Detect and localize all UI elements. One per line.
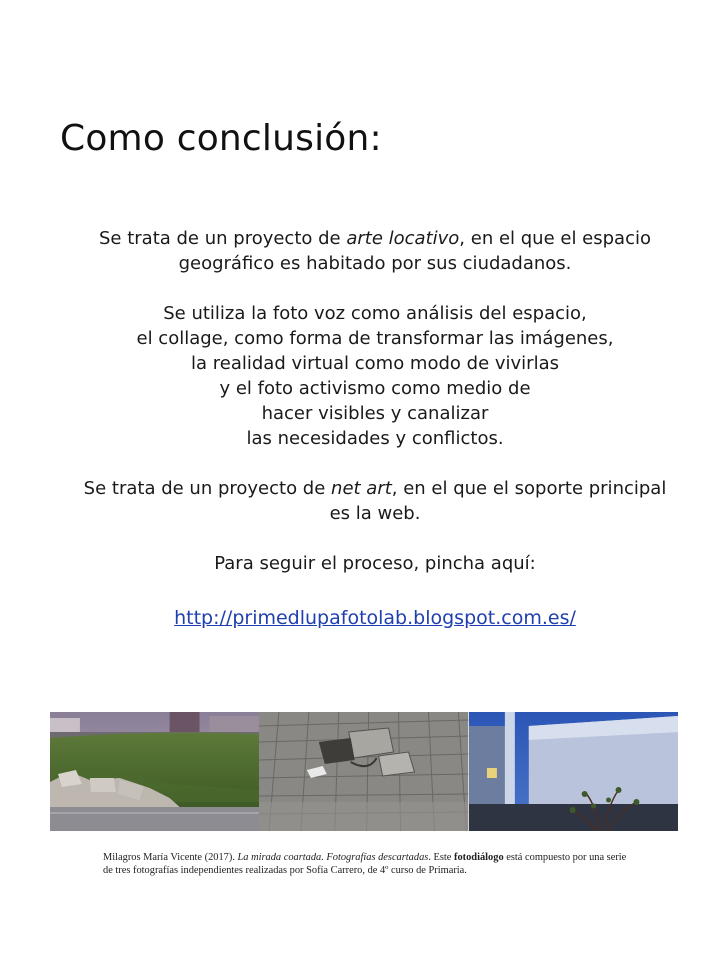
para3-text-after: , en el que el soporte principal: [391, 478, 667, 499]
caption-author: Milagros María Vicente (2017).: [103, 852, 238, 863]
conclusion-body: [40, 226, 710, 631]
para3-text-before: Se trata de un proyecto de: [83, 478, 332, 499]
paragraph-3-line-2: es la web.: [329, 503, 421, 524]
caption-bold-term: fotodiálogo: [454, 852, 504, 863]
blog-link[interactable]: http://primedlupafotolab.blogspot.com.es/: [174, 607, 576, 629]
para3-italic: net art: [331, 478, 392, 499]
page-title: Como conclusión:: [60, 118, 382, 159]
grass-curb-street-photo: [50, 712, 259, 831]
follow-text: Para seguir el proceso, pincha aquí:: [214, 553, 536, 574]
caption-rest: está compuesto por una serie de tres fotografías independientes realizadas por Sofía Carrero, de 4º curso de Primaria.: [103, 852, 627, 876]
caption-mid: . Este: [428, 852, 454, 863]
paragraph-1-line-2: geográfico es habitado por sus ciudadanos.: [178, 253, 572, 274]
paragraph-1-line-1: [40, 226, 710, 251]
photo-caption: [103, 852, 633, 877]
para1-text-before: Se trata de un proyecto de: [98, 228, 347, 249]
paragraph-3-line-1: [40, 476, 710, 501]
photo-strip: [50, 712, 678, 831]
para1-text-after: , en el que el espacio: [459, 228, 651, 249]
broken-pavement-photo: [259, 712, 468, 831]
caption-work-title: La mirada coartada. Fotografías descartadas: [237, 852, 429, 863]
paragraph-2-line: Se utiliza la foto voz como análisis del espacio,: [163, 303, 587, 324]
paragraph-2-line: las necesidades y conflictos.: [246, 428, 504, 449]
paragraph-2-line: la realidad virtual como modo de vivirlas: [191, 353, 559, 374]
para1-italic: arte locativo: [346, 228, 460, 249]
paragraph-2-line: y el foto activismo como medio de: [219, 378, 531, 399]
building-shrub-dusk-photo: [469, 712, 678, 831]
paragraph-2-line: hacer visibles y canalizar: [261, 403, 489, 424]
paragraph-2-line: el collage, como forma de transformar las imágenes,: [136, 328, 614, 349]
